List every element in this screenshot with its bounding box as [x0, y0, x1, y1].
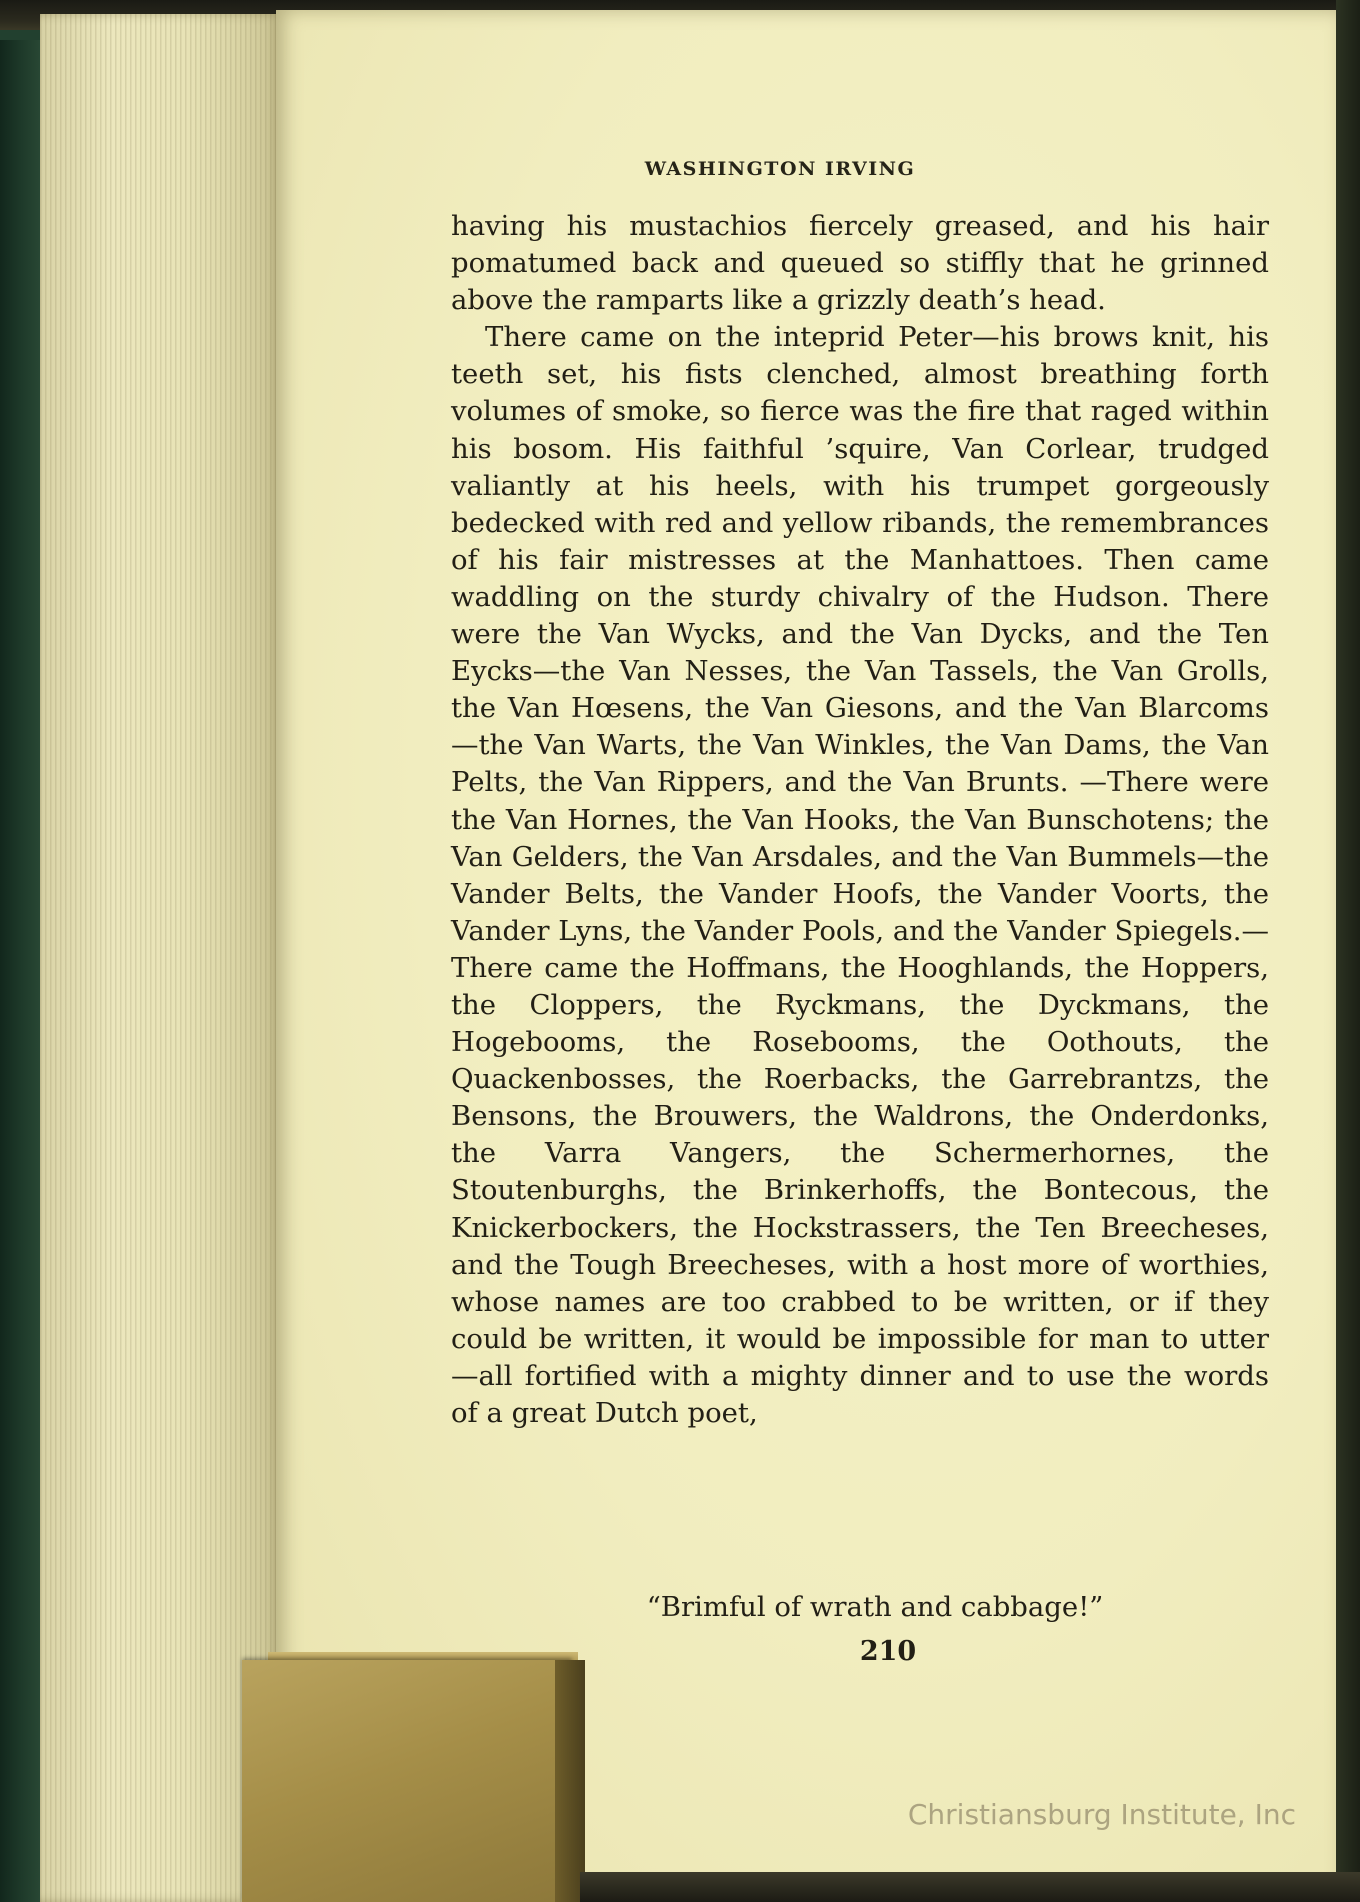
- book-clamp: [242, 1660, 572, 1902]
- verse-quote: “Brimful of wrath and cabbage!”: [646, 1591, 1104, 1623]
- page-body: [451, 208, 1269, 1432]
- book-clamp-side: [555, 1660, 585, 1902]
- page-number: 210: [859, 1636, 917, 1667]
- bottom-shadow-strip: [580, 1872, 1360, 1902]
- book-cover-edge: [0, 40, 44, 1902]
- paragraph-1: having his mustachios fiercely greased, and his hair pomatumed back and queued so stiffly that he grinned above the ramparts like a grizzly death’s head.: [451, 210, 1269, 317]
- running-header: WASHINGTON IRVING: [644, 158, 916, 180]
- watermark-text: Christiansburg Institute, Inc: [907, 1798, 1296, 1831]
- page-edges-stack: [40, 14, 282, 1902]
- paragraph-2: There came on the inteprid Peter—his brows knit, his teeth set, his fists clenched, almost breathing forth volumes of smoke, so fierce was the fire that raged within his bosom. His faithful ’squire, Van Corlear, trudged valiantly at his heels, with his trumpet gorgeously bedecked with red and yellow ribands, the remembrances of his fair mistresses at the Manhattoes. Then came waddling on the sturdy chivalry of the Hudson. There were the Van Wycks, and the Van Dycks, and the Ten Eycks—the Van Nesses, the Van Tassels, the Van Grolls, the Van Hœsens, the Van Giesons, and the Van Blarcoms—the Van Warts, the Van Winkles, the Van Dams, the Van Pelts, the Van Rippers, and the Van Brunts. —There were the Van Hornes, the Van Hooks, the Van Bunschotens; the Van Gelders, the Van Arsdales, and the Van Bummels—the Vander Belts, the Vander Hoofs, the Vander Voorts, the Vander Lyns, the Vander Pools, and the Vander Spiegels.—There came the Hoffmans, the Hooghlands, the Hoppers, the Cloppers, the Ryckmans, the Dyckmans, the Hogebooms, the Rosebooms, the Oothouts, the Quackenbosses, the Roerbacks, the Garrebrantzs, the Bensons, the Brouwers, the Waldrons, the Onderdonks, the Varra Vangers, the Schermerhornes, the Stoutenburghs, the Brinkerhoffs, the Bontecous, the Knickerbockers, the Hockstrassers, the Ten Breecheses, and the Tough Breecheses, with a host more of worthies, whose names are too crabbed to be written, or if they could be written, it would be impossible for man to utter—all fortified with a mighty dinner and to use the words of a great Dutch poet,: [451, 321, 1269, 1429]
- page-right-shadow: [1336, 0, 1360, 1902]
